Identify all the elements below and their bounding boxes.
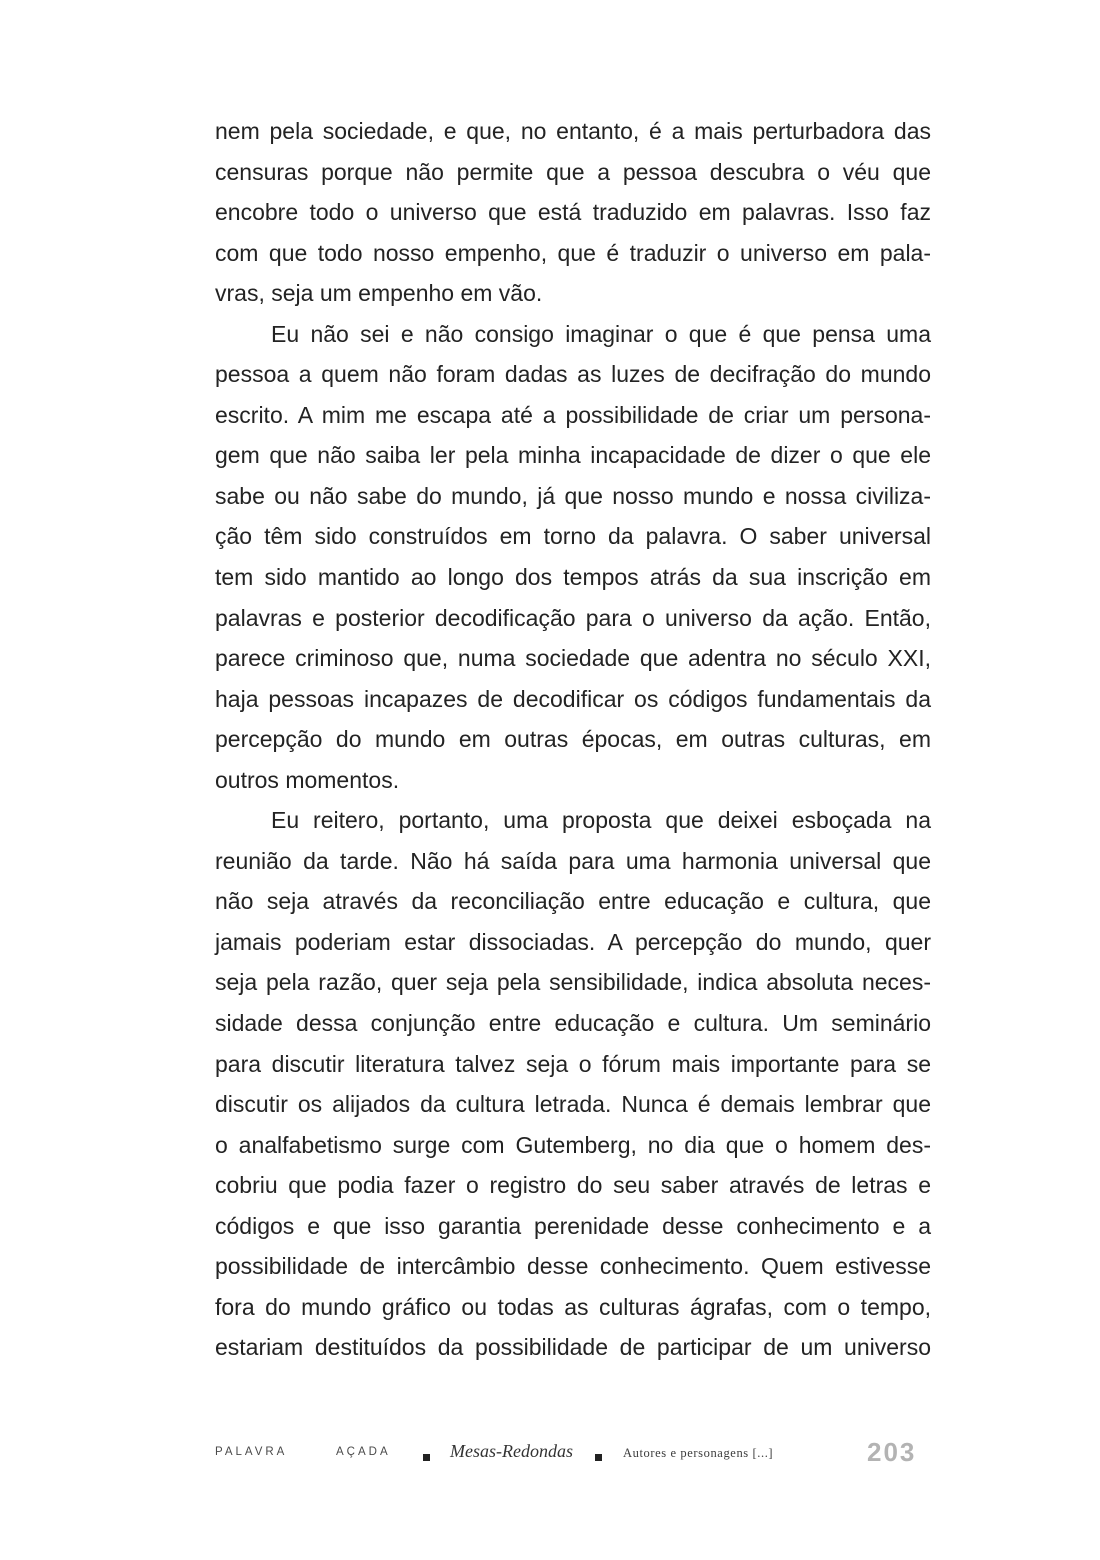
text-line: sidade dessa conjunção entre educação e cultura. Um seminário: [215, 1010, 931, 1037]
paragraph: [215, 111, 931, 314]
text-line: o analfabetismo surge com Gutemberg, no dia que o homem des-: [215, 1131, 931, 1158]
text-line: ção têm sido construídos em torno da palavra. O saber universal: [215, 523, 931, 550]
text-line: seja pela razão, quer seja pela sensibilidade, indica absoluta neces-: [215, 969, 931, 996]
text-line: palavras e posterior decodificação para o universo da ação. Então,: [215, 604, 931, 631]
footer-bullet: [595, 1454, 602, 1461]
paragraph: [215, 314, 931, 801]
text-line: para discutir literatura talvez seja o fórum mais importante para se: [215, 1050, 931, 1077]
text-line: outros momentos.: [215, 766, 400, 793]
text-line: Eu reitero, portanto, uma proposta que deixei esboçada na: [271, 807, 931, 834]
text-line: censuras porque não permite que a pessoa descubra o véu que: [215, 158, 931, 185]
page-number: 203: [867, 1437, 917, 1467]
text-line: com que todo nosso empenho, que é traduzir o universo em pala-: [215, 239, 931, 266]
paragraph: [215, 800, 931, 1368]
text-line: não seja através da reconciliação entre educação e cultura, que: [215, 888, 931, 915]
text-line: vras, seja um empenho em vão.: [215, 280, 543, 307]
text-line: reunião da tarde. Não há saída para uma harmonia universal que: [215, 847, 931, 874]
text-line: possibilidade de intercâmbio desse conhecimento. Quem estivesse: [215, 1253, 931, 1280]
text-line: discutir os alijados da cultura letrada. Nunca é demais lembrar que: [215, 1091, 931, 1118]
text-line: nem pela sociedade, e que, no entanto, é a mais perturbadora das: [215, 118, 931, 144]
footer-bullet: [423, 1454, 430, 1461]
book-title-end: AÇADA: [336, 1446, 391, 1458]
body-text: [215, 111, 931, 1368]
text-line: haja pessoas incapazes de decodificar os códigos fundamentais da: [215, 685, 931, 712]
text-line: escrito. A mim me escapa até a possibilidade de criar um persona-: [215, 401, 931, 428]
text-line: sabe ou não sabe do mundo, já que nosso mundo e nossa civiliza-: [215, 482, 931, 509]
text-line: estariam destituídos da possibilidade de participar de um universo: [215, 1334, 931, 1361]
text-line: gem que não saiba ler pela minha incapacidade de dizer o que ele: [215, 442, 931, 469]
text-line: Eu não sei e não consigo imaginar o que é que pensa uma: [271, 320, 931, 347]
text-line: tem sido mantido ao longo dos tempos atrás da sua inscrição em: [215, 564, 931, 591]
chapter-name: Autores e personagens [...]: [623, 1446, 774, 1460]
section-name: Mesas-Redondas: [450, 1441, 573, 1461]
text-line: códigos e que isso garantia perenidade desse conhecimento e a: [215, 1212, 931, 1239]
text-line: jamais poderiam estar dissociadas. A percepção do mundo, quer: [215, 928, 931, 955]
text-line: parece criminoso que, numa sociedade que adentra no século XXI,: [215, 645, 931, 672]
text-line: cobriu que podia fazer o registro do seu saber através de letras e: [215, 1172, 931, 1199]
text-line: percepção do mundo em outras épocas, em outras culturas, em: [215, 726, 931, 753]
text-line: fora do mundo gráfico ou todas as culturas ágrafas, com o tempo,: [215, 1293, 931, 1320]
text-line: encobre todo o universo que está traduzido em palavras. Isso faz: [215, 199, 931, 226]
text-line: pessoa a quem não foram dadas as luzes de decifração do mundo: [215, 361, 931, 388]
book-title-start: PALAVRA: [215, 1446, 288, 1458]
